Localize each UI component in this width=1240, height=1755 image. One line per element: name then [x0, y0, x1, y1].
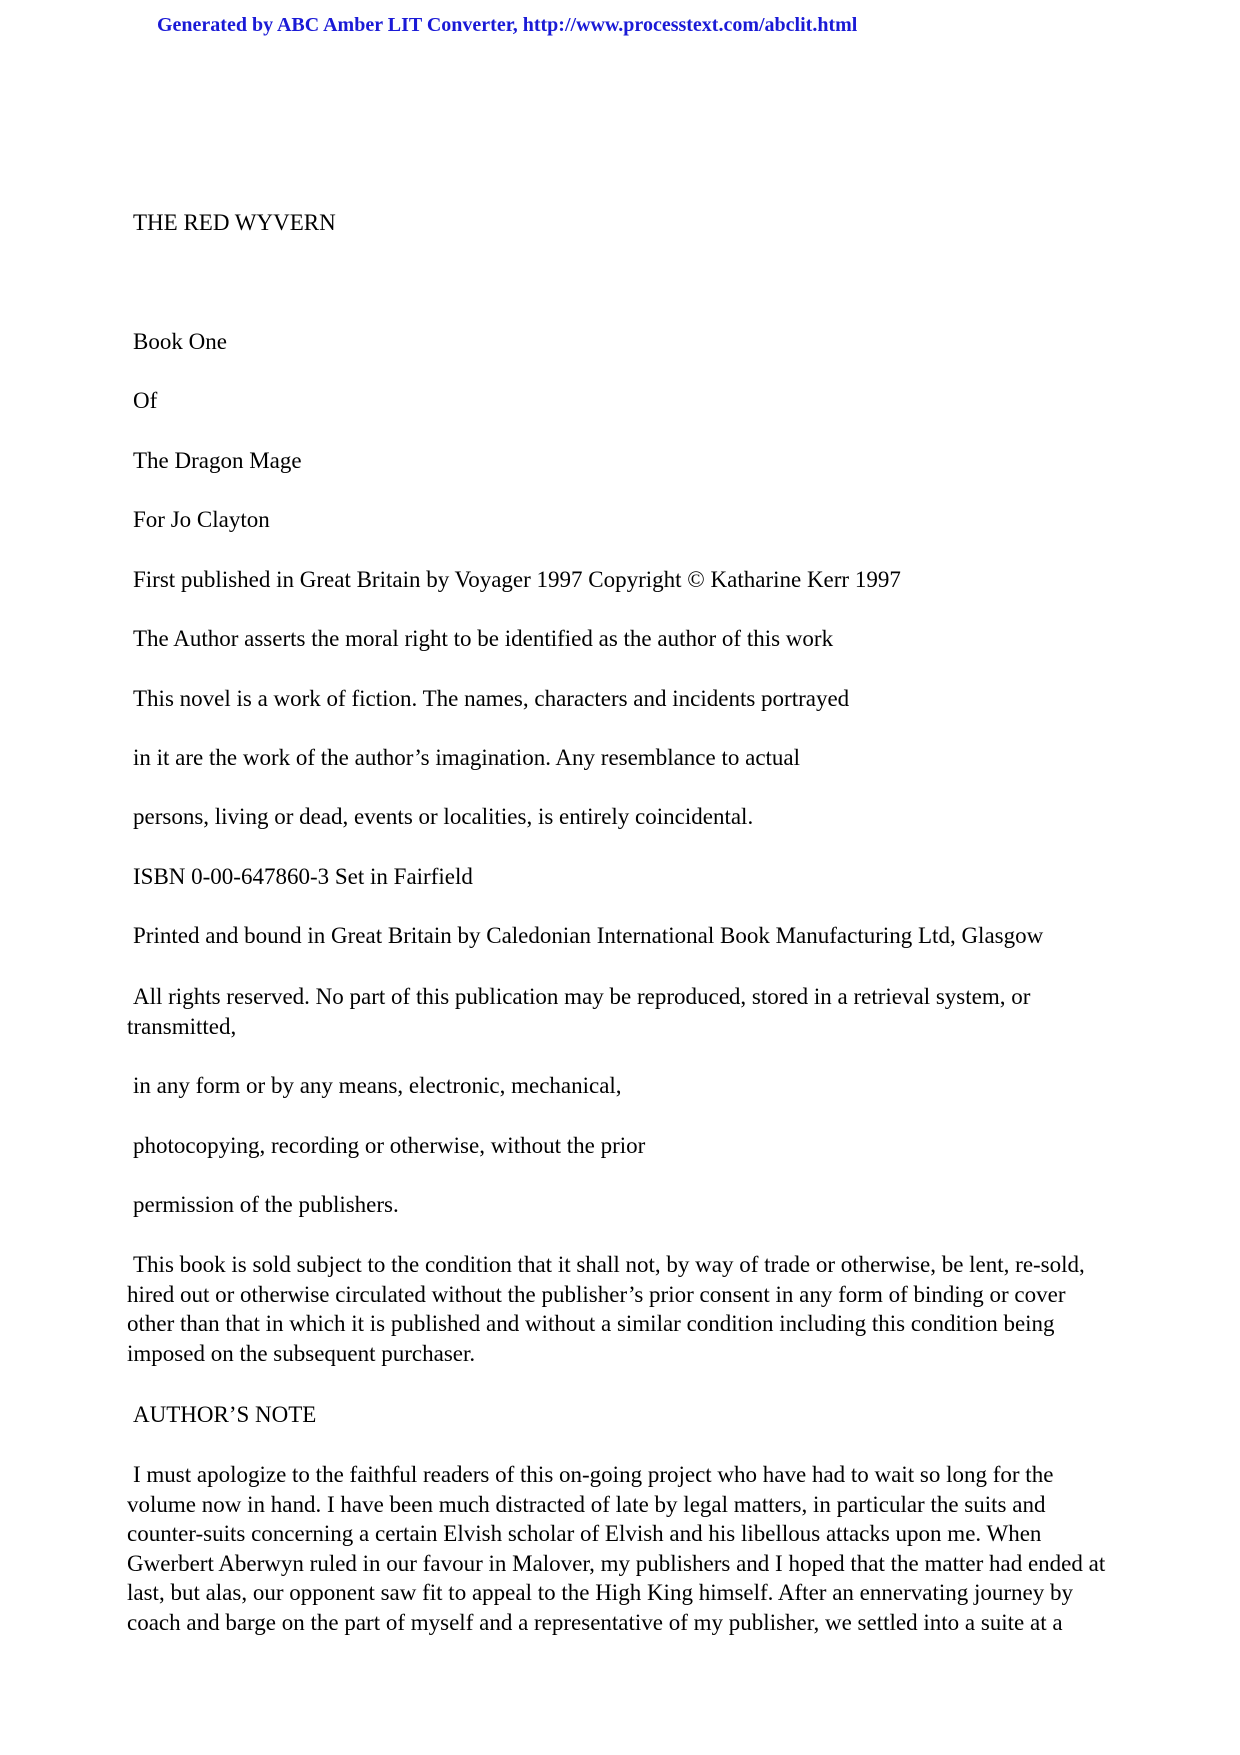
- condition-paragraph: [127, 1250, 1117, 1368]
- book-of: Of: [133, 388, 158, 413]
- authors-note-paragraph: [127, 1460, 1117, 1637]
- book-title: THE RED WYVERN: [133, 210, 336, 235]
- rights-paragraph: [127, 982, 1117, 1041]
- isbn-line: ISBN 0-00-647860-3 Set in Fairfield: [133, 864, 473, 889]
- rights-line-4: permission of the publishers.: [133, 1192, 399, 1217]
- rights-line-2: in any form or by any means, electronic, mechanical,: [133, 1073, 622, 1098]
- first-published-line: First published in Great Britain by Voyager 1997 Copyright © Katharine Kerr 1997: [133, 567, 901, 592]
- authors-note-heading: AUTHOR’S NOTE: [133, 1402, 317, 1427]
- rights-text: All rights reserved. No part of this publication may be reproduced, stored in a retrieval system, or transmitted,: [127, 984, 1031, 1039]
- fiction-line-1: This novel is a work of fiction. The names, characters and incidents portrayed: [133, 686, 850, 711]
- dedication: For Jo Clayton: [133, 507, 270, 532]
- moral-right-line: The Author asserts the moral right to be identified as the author of this work: [133, 626, 834, 651]
- rights-line-3: photocopying, recording or otherwise, without the prior: [133, 1133, 646, 1158]
- fiction-line-2: in it are the work of the author’s imagination. Any resemblance to actual: [133, 745, 801, 770]
- book-label: Book One: [133, 329, 227, 354]
- authors-note-text: I must apologize to the faithful readers of this on-going project who have had to wait so long for the volume now in hand. I have been much distracted of late by legal matters, in particular the suits and counter-suits concerning a certain Elvish scholar of Elvish and his libellous attacks upon me. When Gwerbert Aberwyn ruled in our favour in Malover, my publishers and I hoped that the matter had ended at last, but alas, our opponent saw fit to appeal to the High King himself. After an ennervating journey by coach and barge on the part of myself and a representative of my publisher, we settled into a suite at a: [127, 1462, 1106, 1635]
- fiction-line-3: persons, living or dead, events or localities, is entirely coincidental.: [133, 804, 754, 829]
- series-name: The Dragon Mage: [133, 448, 302, 473]
- printed-line: Printed and bound in Great Britain by Caledonian International Book Manufacturing Ltd, Glasgow: [133, 923, 1044, 948]
- condition-text: This book is sold subject to the condition that it shall not, by way of trade or otherwise, be lent, re-sold, hired out or otherwise circulated without the publisher’s prior consent in any form of binding or cover other than that in which it is published and without a similar condition including this condition being imposed on the subsequent purchaser.: [127, 1252, 1085, 1366]
- converter-header-link[interactable]: Generated by ABC Amber LIT Converter, http://www.processtext.com/abclit.html: [157, 14, 858, 36]
